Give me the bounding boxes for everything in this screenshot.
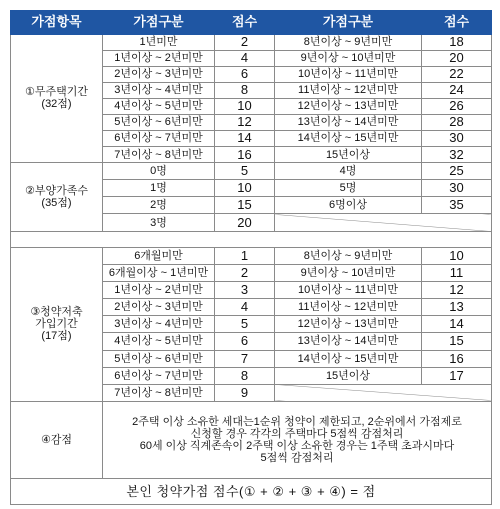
division-cell: 14년이상 ~ 15년미만 (275, 350, 422, 367)
division-cell: 5명 (275, 180, 422, 197)
score-cell: 28 (422, 114, 492, 130)
blank-separator (11, 231, 492, 247)
score-cell: 3 (215, 281, 275, 298)
division-cell: 1년미만 (103, 34, 215, 50)
score-cell: 22 (422, 66, 492, 82)
division-cell: 14년이상 ~ 15년미만 (275, 130, 422, 146)
category-max-score: (32점) (41, 98, 72, 111)
score-cell: 10 (215, 98, 275, 114)
score-cell: 24 (422, 82, 492, 98)
score-cell: 16 (215, 147, 275, 163)
score-cell: 20 (422, 50, 492, 66)
category-name: ①무주택기간 (25, 86, 88, 99)
score-table (10, 10, 492, 505)
score-cell: 2 (215, 264, 275, 281)
score-cell: 8 (215, 367, 275, 384)
division-cell: 10년이상 ~ 11년미만 (275, 281, 422, 298)
header-score: 점수 (215, 11, 275, 35)
division-cell: 12년이상 ~ 13년미만 (275, 316, 422, 333)
score-cell: 2 (215, 34, 275, 50)
table-row (11, 163, 492, 180)
score-cell: 26 (422, 98, 492, 114)
score-cell: 18 (422, 34, 492, 50)
division-cell: 1명 (103, 180, 215, 197)
category-subscription (11, 247, 103, 401)
score-cell: 15 (422, 333, 492, 350)
division-cell: 0명 (103, 163, 215, 180)
score-cell: 9 (215, 384, 275, 401)
score-cell: 14 (422, 316, 492, 333)
division-cell: 2년이상 ~ 3년미만 (103, 66, 215, 82)
score-cell: 12 (422, 281, 492, 298)
division-cell: 11년이상 ~ 12년미만 (275, 82, 422, 98)
score-cell: 5 (215, 163, 275, 180)
division-cell: 1년이상 ~ 2년미만 (103, 50, 215, 66)
division-cell: 13년이상 ~ 14년미만 (275, 114, 422, 130)
score-cell: 20 (215, 214, 275, 231)
score-cell: 30 (422, 180, 492, 197)
score-cell: 13 (422, 299, 492, 316)
table-row (11, 34, 492, 50)
division-cell: 4년이상 ~ 5년미만 (103, 333, 215, 350)
total-formula: 본인 청약가점 점수(① + ② + ③ + ④) = 점 (11, 479, 492, 505)
score-cell: 35 (422, 197, 492, 214)
division-cell: 5년이상 ~ 6년미만 (103, 114, 215, 130)
division-cell: 3년이상 ~ 4년미만 (103, 82, 215, 98)
division-cell: 11년이상 ~ 12년미만 (275, 299, 422, 316)
score-cell: 6 (215, 66, 275, 82)
header-score-2: 점수 (422, 11, 492, 35)
score-cell: 4 (215, 50, 275, 66)
score-cell: 8 (215, 82, 275, 98)
score-cell: 1 (215, 247, 275, 264)
score-cell: 25 (422, 163, 492, 180)
score-cell: 30 (422, 130, 492, 146)
header-row (11, 11, 492, 35)
category-dependents (11, 163, 103, 232)
category-name: ②부양가족수 (25, 184, 88, 197)
empty-diagonal-cell (275, 214, 492, 231)
deduction-note (103, 401, 492, 478)
division-cell: 13년이상 ~ 14년미만 (275, 333, 422, 350)
score-cell: 15 (215, 197, 275, 214)
division-cell: 15년이상 (275, 367, 422, 384)
category-max-score: (17점) (41, 330, 72, 343)
empty-diagonal-cell (275, 384, 492, 401)
header-division: 가점구분 (103, 11, 215, 35)
score-cell: 16 (422, 350, 492, 367)
division-cell: 12년이상 ~ 13년미만 (275, 98, 422, 114)
division-cell: 15년이상 (275, 147, 422, 163)
table-row (11, 247, 492, 264)
division-cell: 9년이상 ~ 10년미만 (275, 50, 422, 66)
total-row (11, 479, 492, 505)
score-cell: 12 (215, 114, 275, 130)
note-line: 신청할 경우 각각의 주택마다 5점씩 감점처리 (190, 428, 404, 441)
score-cell: 32 (422, 147, 492, 163)
division-cell: 8년이상 ~ 9년미만 (275, 34, 422, 50)
division-cell: 6명이상 (275, 197, 422, 214)
header-category: 가점항목 (11, 11, 103, 35)
separator-row (11, 231, 492, 247)
division-cell: 2년이상 ~ 3년미만 (103, 299, 215, 316)
division-cell: 6년이상 ~ 7년미만 (103, 130, 215, 146)
score-cell: 4 (215, 299, 275, 316)
division-cell: 4명 (275, 163, 422, 180)
division-cell: 5년이상 ~ 6년미만 (103, 350, 215, 367)
division-cell: 3명 (103, 214, 215, 231)
score-cell: 17 (422, 367, 492, 384)
category-name: ③청약저축 (30, 306, 83, 319)
division-cell: 6개월이상 ~ 1년미만 (103, 264, 215, 281)
category-name-2: 가입기간 (35, 318, 78, 331)
division-cell: 3년이상 ~ 4년미만 (103, 316, 215, 333)
note-line: 2주택 이상 소유한 세대는1순위 청약이 제한되고, 2순위에서 가점제로 (132, 416, 462, 429)
score-cell: 10 (215, 180, 275, 197)
note-line: 60세 이상 직계존속이 2주택 이상 소유한 경우는 1주택 초과시마다 (139, 440, 455, 453)
division-cell: 1년이상 ~ 2년미만 (103, 281, 215, 298)
division-cell: 7년이상 ~ 8년미만 (103, 384, 215, 401)
division-cell: 9년이상 ~ 10년미만 (275, 264, 422, 281)
score-cell: 10 (422, 247, 492, 264)
score-cell: 14 (215, 130, 275, 146)
category-homeless (11, 34, 103, 163)
division-cell: 2명 (103, 197, 215, 214)
score-cell: 7 (215, 350, 275, 367)
score-cell: 5 (215, 316, 275, 333)
division-cell: 6개월미만 (103, 247, 215, 264)
note-line: 5점씩 감점처리 (260, 452, 334, 465)
score-cell: 6 (215, 333, 275, 350)
table-row (11, 401, 492, 478)
division-cell: 8년이상 ~ 9년미만 (275, 247, 422, 264)
score-cell: 11 (422, 264, 492, 281)
category-max-score: (35점) (41, 196, 72, 209)
category-deduction: ④감점 (11, 401, 103, 478)
header-division-2: 가점구분 (275, 11, 422, 35)
division-cell: 7년이상 ~ 8년미만 (103, 147, 215, 163)
division-cell: 4년이상 ~ 5년미만 (103, 98, 215, 114)
division-cell: 6년이상 ~ 7년미만 (103, 367, 215, 384)
division-cell: 10년이상 ~ 11년미만 (275, 66, 422, 82)
